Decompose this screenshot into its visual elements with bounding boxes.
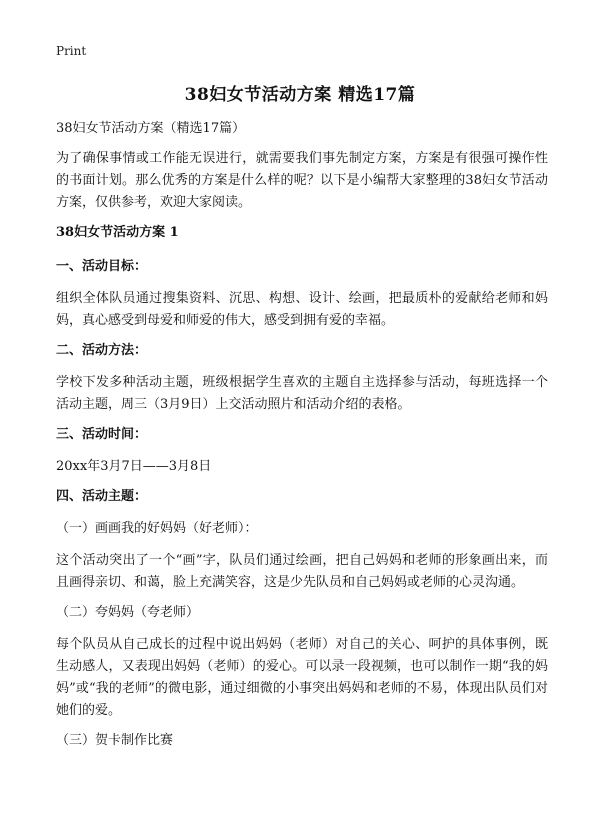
- theme2-heading: （二）夸妈妈（夸老师）: [56, 605, 200, 620]
- theme1-heading: （一）画画我的好妈妈（好老师）：: [56, 521, 258, 536]
- time-paragraph: 20xx年3月7日——3月8日: [56, 459, 212, 474]
- theme2-paragraph: 每个队员从自己成长的过程中说出妈妈（老师）对自己的关心、呵护的具体事例，既生动感人，又表现出妈妈（老师）的爱心。可以录一段视频，也可以制作一期“我的妈妈”或“我的老师”的微电影，通过细微的小事突出妈妈和老师的不易，体现出队员们对她们的爱。: [56, 637, 548, 718]
- theme3-heading: （三）贺卡制作比赛: [56, 733, 174, 748]
- goal-paragraph: 组织全体队员通过搜集资料、沉思、构想、设计、绘画，把最质朴的爱献给老师和妈妈，真心感受到母爱和师爱的伟大，感受到拥有爱的幸福。: [56, 291, 548, 328]
- intro-paragraph: 为了确保事情或工作能无误进行，就需要我们事先制定方案，方案是有很强可操作性的书面计划。那么优秀的方案是什么样的呢？以下是小编帮大家整理的38妇女节活动方案，仅供参考，欢迎大家阅读。: [56, 151, 548, 210]
- method-paragraph: 学校下发多种活动主题，班级根据学生喜欢的主题自主选择参与活动，每班选择一个活动主题，周三（3月9日）上交活动照片和活动介绍的表格。: [56, 375, 548, 412]
- method-heading: 二、活动方法：: [56, 343, 148, 358]
- section-title: 38妇女节活动方案 1: [56, 225, 179, 240]
- document-body: [56, 118, 548, 762]
- page-title: 38妇女节活动方案 精选17篇: [184, 85, 416, 105]
- document-subtitle: 38妇女节活动方案（精选17篇）: [56, 121, 246, 136]
- time-heading: 三、活动时间：: [56, 427, 148, 442]
- theme1-paragraph: 这个活动突出了一个“画”字，队员们通过绘画，把自己妈妈和老师的形象画出来，而且画得亲切、和蔼，脸上充满笑容，这是少先队员和自己妈妈或老师的心灵沟通。: [56, 553, 548, 590]
- theme-heading: 四、活动主题：: [56, 489, 148, 504]
- goal-heading: 一、活动目标：: [56, 259, 148, 274]
- print-link[interactable]: Print: [56, 44, 87, 58]
